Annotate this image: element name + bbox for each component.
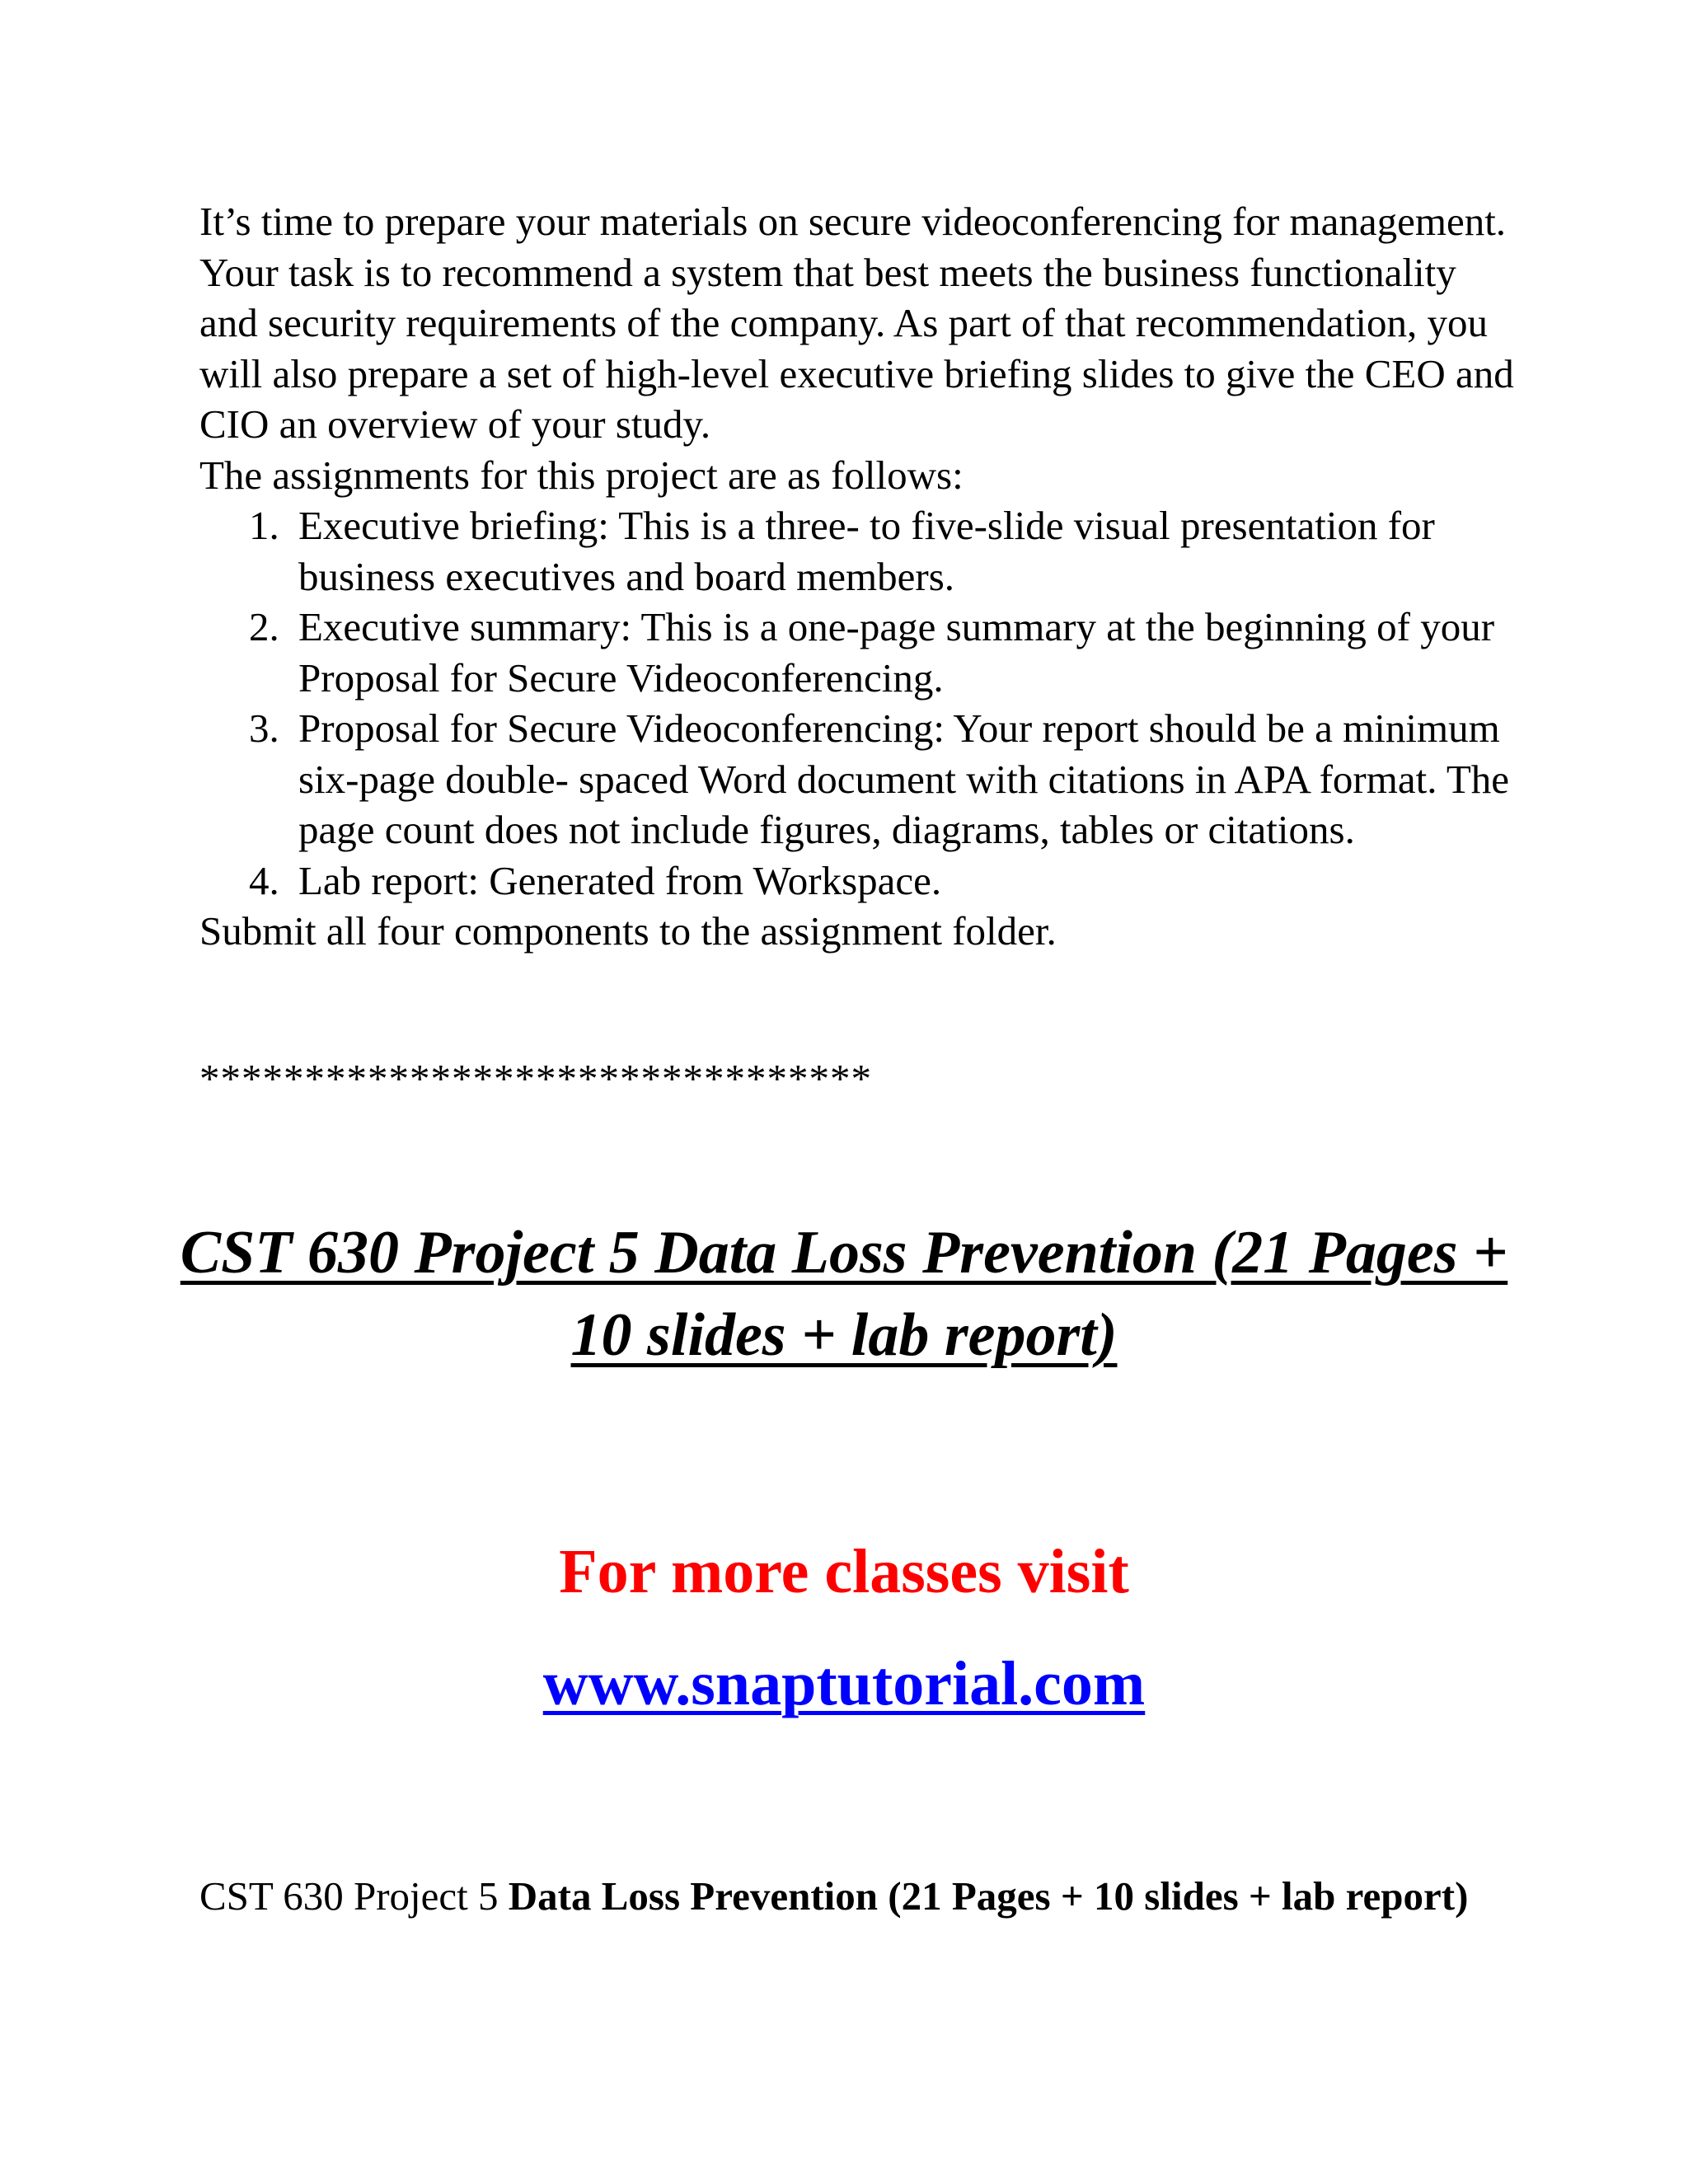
intro-paragraph <box>199 196 1518 500</box>
list-item-text: Lab report: Generated from Workspace. <box>298 857 942 903</box>
assignments-list <box>199 500 1518 957</box>
list-number: 1. <box>249 503 279 548</box>
website-link[interactable]: www.snaptutorial.com <box>542 1649 1146 1718</box>
list-item-text: Proposal for Secure Videoconferencing: Your report should be a minimum six-page double- spaced Word document with citations in APA format. The page count does not include figures, diagrams, tables or citations. <box>298 705 1509 852</box>
footer-prefix: CST 630 Project 5 <box>199 1873 509 1919</box>
intro-text: It’s time to prepare your materials on secure videoconferencing for management. Your task is to recommend a system that best meets the business functionality and security requirements of the company. As part of that recommendation, you will also prepare a set of high-level executive briefing slides to give the CEO and CIO an overview of your study. <box>199 199 1514 447</box>
assignments-lead: The assignments for this project are as follows: <box>199 452 964 498</box>
list-item-text: Executive summary: This is a one-page summary at the beginning of your Proposal for Secure Videoconferencing. <box>298 604 1495 701</box>
list-item <box>199 855 1518 907</box>
submit-text: Submit all four components to the assignment folder. <box>199 908 1057 954</box>
list-item <box>199 500 1518 602</box>
promo-text: For more classes visit <box>559 1537 1129 1606</box>
list-item <box>199 602 1518 703</box>
asterisk-divider: ******************************** <box>199 1056 872 1101</box>
list-number: 4. <box>249 857 279 903</box>
list-item <box>199 703 1518 855</box>
submit-line <box>199 906 1518 957</box>
list-number: 3. <box>249 705 279 751</box>
footer-title <box>199 1871 1518 1922</box>
list-number: 2. <box>249 604 279 649</box>
footer-bold-title: Data Loss Prevention (21 Pages + 10 slides + lab report) <box>508 1873 1469 1919</box>
document-title: CST 630 Project 5 Data Loss Prevention (21 Pages + 10 slides + lab report) <box>180 1219 1508 1369</box>
list-item-text: Executive briefing: This is a three- to five-slide visual presentation for business executives and board members. <box>298 503 1435 599</box>
